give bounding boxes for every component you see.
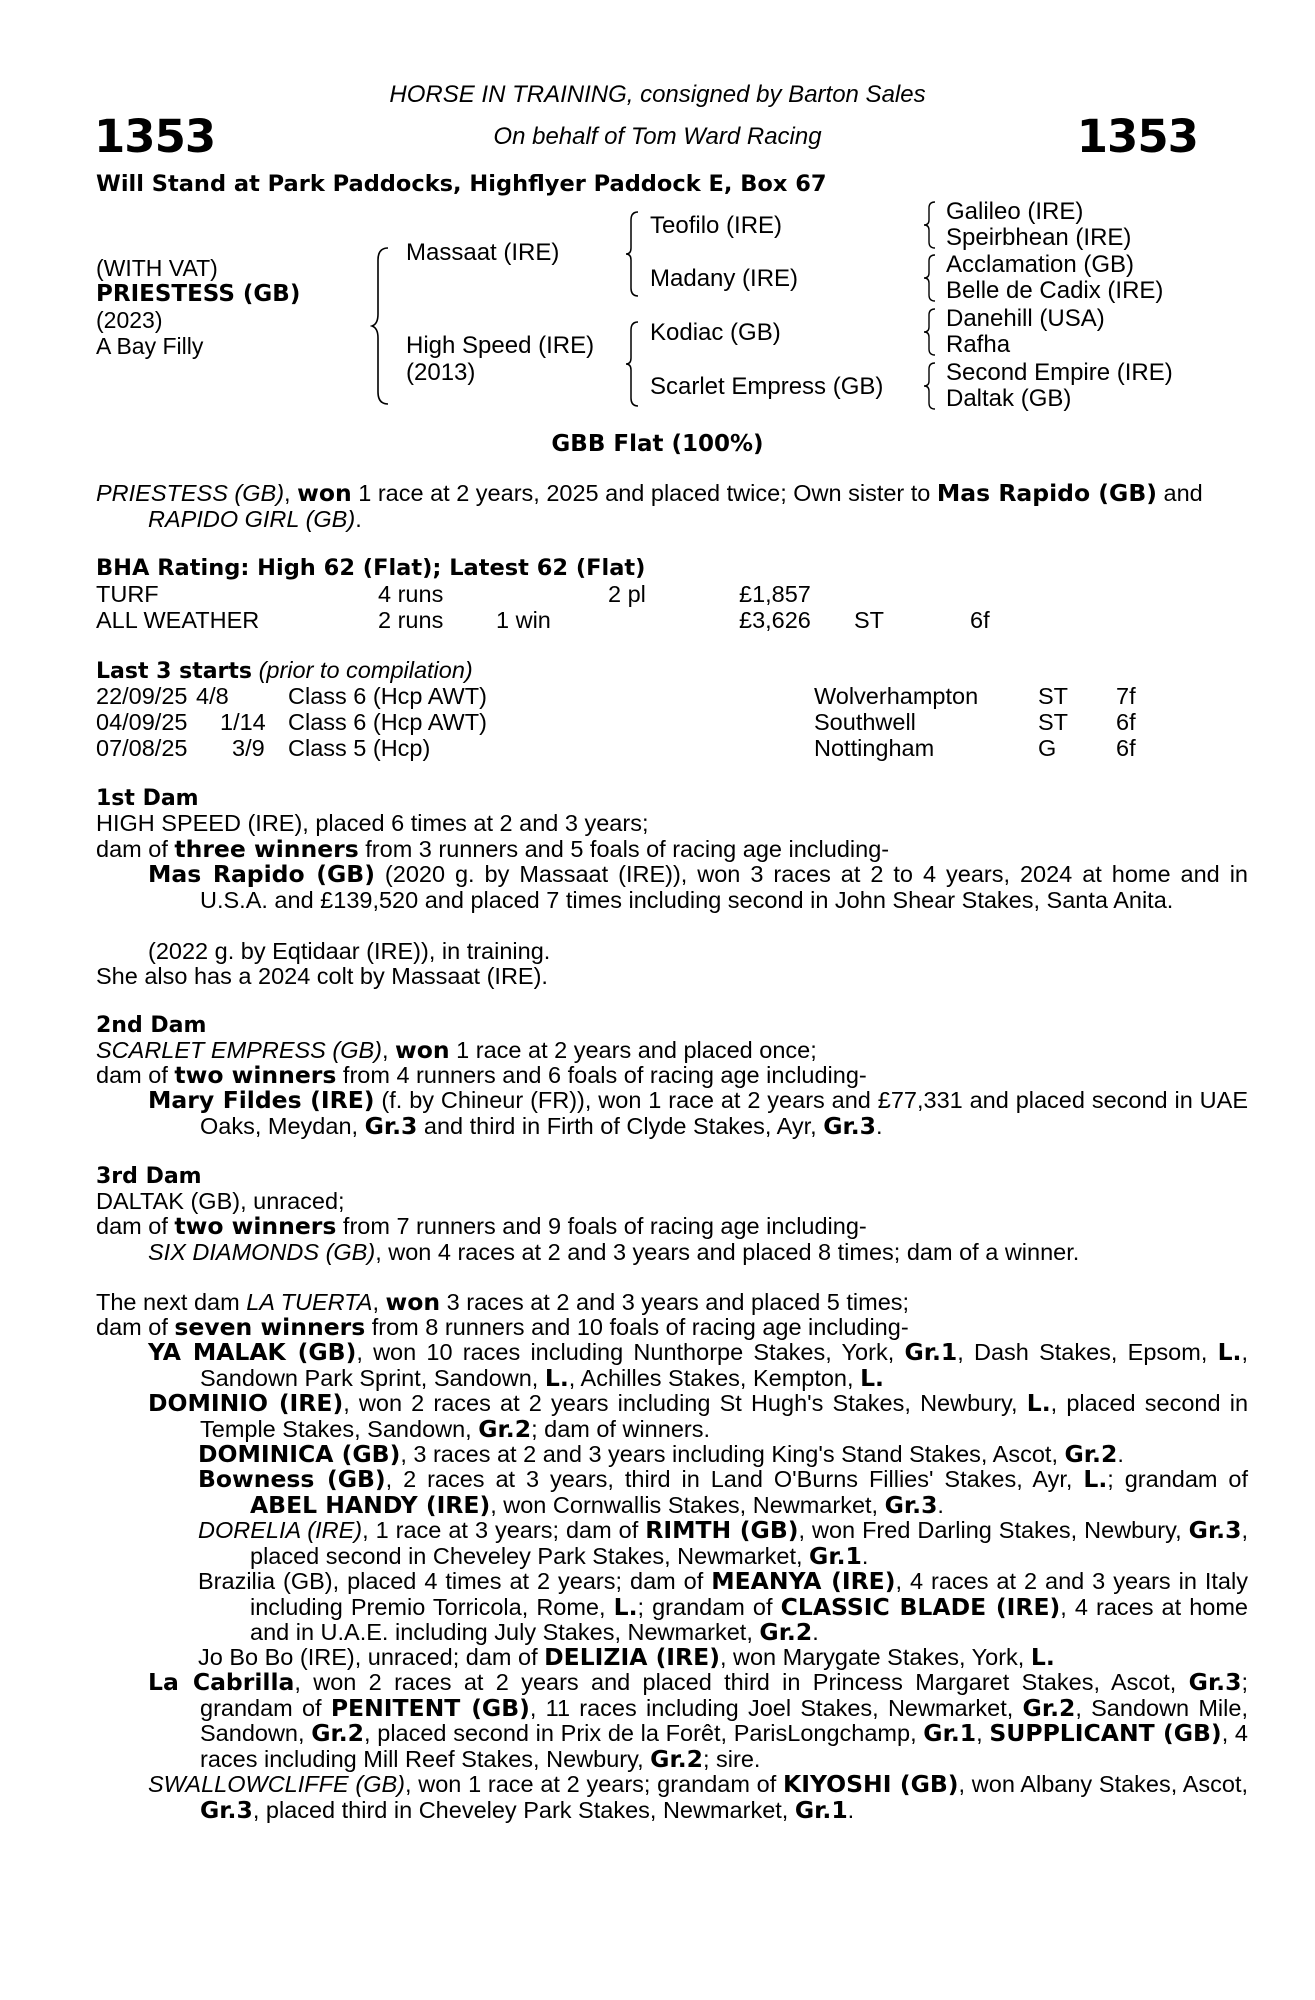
dam1-produce-1 — [148, 862, 1248, 913]
grade: L. — [1030, 1643, 1055, 1671]
rating-going: ST — [854, 607, 885, 633]
text: , placed second in Cheveley Park Stakes, Newmarket, — [250, 1517, 1248, 1569]
start-race: Class 5 (Hcp) — [288, 735, 431, 761]
start-race: Class 6 (Hcp AWT) — [288, 683, 487, 709]
text: The next dam — [96, 1289, 247, 1315]
grade: L. — [544, 1363, 569, 1392]
grade: Gr.3 — [200, 1795, 253, 1824]
produce-name: DORELIA (IRE) — [198, 1517, 363, 1543]
text: from 4 runners and 6 foals of racing age including- — [336, 1062, 867, 1088]
lot-number-right: 1353 — [1076, 110, 1198, 163]
start-going: ST — [1038, 683, 1069, 709]
text: ; sire. — [702, 1745, 761, 1772]
winners-count: two winners — [174, 1212, 337, 1240]
start-course: Nottingham — [814, 735, 935, 761]
text: , placed third in Cheveley Park Stakes, Newmarket, — [252, 1796, 795, 1823]
grade: Gr.2 — [311, 1719, 365, 1747]
pedigree-brace-main — [370, 246, 394, 406]
produce-name: La Cabrilla — [148, 1668, 295, 1696]
start-date: 07/08/25 — [96, 735, 188, 761]
grade: Gr.2 — [650, 1744, 703, 1773]
grade: Gr.1 — [923, 1719, 977, 1747]
start-distance: 7f — [1116, 683, 1136, 709]
vat-label: (WITH VAT) — [96, 255, 218, 281]
grade: L. — [860, 1363, 884, 1392]
won-label: won — [395, 1036, 450, 1064]
text: Brazilia (GB), placed 4 times at 2 years; dam of — [198, 1568, 712, 1594]
text: , won Albany Stakes, Ascot, — [958, 1771, 1249, 1797]
text: , placed second in Prix de la Forêt, ParisLongchamp, — [364, 1720, 924, 1746]
text: , 11 races including Joel Stakes, Newmarket, — [529, 1694, 1023, 1721]
start-distance: 6f — [1116, 709, 1136, 735]
produce-la-cabrilla — [148, 1670, 1248, 1772]
rating-prize: £1,857 — [739, 581, 811, 607]
pedigree-brace-sire — [624, 210, 644, 298]
pedigree-sire: Massaat (IRE) — [406, 239, 560, 266]
start-distance: 6f — [1116, 735, 1136, 761]
dam2-produce-1 — [148, 1088, 1248, 1139]
grade: Gr.3 — [884, 1490, 938, 1519]
text: , — [976, 1720, 990, 1746]
text: Jo Bo Bo (IRE), unraced; dam of — [198, 1644, 545, 1670]
start-course: Wolverhampton — [814, 683, 979, 709]
dam3-line1: DALTAK (GB), unraced; — [96, 1188, 345, 1214]
produce-dorelia — [198, 1518, 1248, 1569]
produce-name: ABEL HANDY (IRE) — [250, 1490, 491, 1519]
text: dam of — [96, 836, 175, 862]
text: , won Fred Darling Stakes, Newbury, — [798, 1517, 1189, 1543]
start-course: Southwell — [814, 709, 916, 735]
rating-surface: ALL WEATHER — [96, 607, 260, 633]
dam1-note: She also has a 2024 colt by Massaat (IRE). — [96, 963, 548, 989]
produce-text: and third in Firth of Clyde Stakes, Ayr, — [417, 1112, 824, 1139]
rating-runs: 2 runs — [378, 607, 444, 633]
text: from 3 runners and 5 foals of racing age including- — [358, 836, 890, 862]
text: , 1 race at 3 years; dam of — [362, 1517, 646, 1543]
text: . — [847, 1796, 855, 1823]
pedigree-brace-g4 — [922, 361, 940, 411]
grade: Gr.3 — [1188, 1516, 1242, 1544]
text: . — [812, 1619, 819, 1645]
produce-name: Mas Rapido (GB) — [148, 860, 375, 888]
last-starts-note: (prior to compilation) — [258, 657, 473, 683]
grade: Gr.3 — [823, 1111, 876, 1140]
dam2-line1 — [96, 1038, 1196, 1064]
intro-text: 1 race at 2 years, 2025 and placed twice; Own sister to — [351, 480, 937, 506]
text: , won 10 races including Nunthorpe Stakes, York, — [356, 1339, 905, 1365]
grade: L. — [1217, 1338, 1242, 1366]
start-race: Class 6 (Hcp AWT) — [288, 709, 487, 735]
grade: Gr.1 — [809, 1541, 862, 1570]
produce-name: RIMTH (GB) — [645, 1516, 799, 1544]
pedigree-brace-g3 — [922, 307, 940, 357]
produce-name: CLASSIC BLADE (IRE) — [780, 1592, 1061, 1621]
pedigree-gen3-6: Rafha — [946, 331, 1011, 358]
produce-name: YA MALAK (GB) — [148, 1338, 357, 1366]
dam1-produce-2: (2022 g. by Eqtidaar (IRE)), in training. — [148, 938, 551, 964]
rating-dist: 6f — [970, 607, 990, 633]
intro-won: won — [297, 479, 352, 507]
produce-name: KIYOSHI (GB) — [783, 1770, 959, 1798]
grade: L. — [1083, 1465, 1108, 1493]
rating-surface: TURF — [96, 581, 159, 607]
grade: Gr.2 — [1064, 1440, 1118, 1468]
dam3-produce-1 — [148, 1240, 1248, 1266]
horse-name: PRIESTESS (GB) — [96, 281, 301, 307]
grade: Gr.2 — [1022, 1693, 1076, 1722]
pedigree-dam: High Speed (IRE) — [406, 332, 595, 359]
grade: Gr.1 — [904, 1338, 958, 1366]
header-vendor: On behalf of Tom Ward Racing — [493, 123, 822, 150]
produce-ya-malak — [148, 1340, 1248, 1391]
text: , Sandown Mile, Sandown, — [200, 1694, 1248, 1746]
start-going: ST — [1038, 709, 1069, 735]
text: from 8 runners and 10 foals of racing age including- — [365, 1314, 909, 1340]
location-line: Will Stand at Park Paddocks, Highflyer Paddock E, Box 67 — [96, 171, 827, 197]
text: , 2 races at 3 years, third in Land O'Burns Fillies' Stakes, Ayr, — [385, 1466, 1084, 1492]
intro-horse-name: PRIESTESS (GB) — [96, 480, 285, 506]
dam1-heading: 1st Dam — [96, 786, 199, 811]
produce-text: (f. by Chineur (FR)), won 1 race at 2 years and £77,331 and placed second in UAE Oaks, Meydan, — [200, 1087, 1248, 1139]
start-position: 4/8 — [196, 683, 229, 709]
produce-text: (2020 g. by Massaat (IRE)), won 3 races at 2 to 4 years, 2024 at home and in U.S.A. and £139,520 and placed 7 times including second in John Shear Stakes, Santa Anita. — [200, 861, 1248, 913]
produce-name: DOMINICA (GB) — [198, 1440, 401, 1468]
dam3-heading: 3rd Dam — [96, 1164, 202, 1189]
grade: Gr.3 — [1188, 1668, 1242, 1696]
text: 3 races at 2 and 3 years and placed 5 times; — [440, 1289, 910, 1315]
pedigree-gen3-2: Speirbhean (IRE) — [946, 224, 1132, 251]
text: , 4 races including Mill Reef Stakes, Newbury, — [200, 1720, 1248, 1772]
produce-name: PENITENT (GB) — [330, 1693, 530, 1722]
text: , — [381, 1037, 396, 1063]
pedigree-gen3-4: Belle de Cadix (IRE) — [946, 277, 1164, 304]
pedigree-gen3-5: Danehill (USA) — [946, 305, 1105, 332]
text: ; grandam of — [200, 1669, 1248, 1721]
gbb-label: GBB Flat (100%) — [551, 431, 764, 457]
produce-swallowcliffe — [148, 1772, 1248, 1823]
produce-name: SIX DIAMONDS (GB) — [148, 1239, 376, 1265]
text: , won Cornwallis Stakes, Newmarket, — [490, 1491, 885, 1518]
pedigree-sire-dam: Madany (IRE) — [650, 265, 799, 292]
pedigree-dam-dam: Scarlet Empress (GB) — [650, 373, 884, 400]
grade: L. — [1026, 1389, 1051, 1417]
produce-name: SUPPLICANT (GB) — [989, 1719, 1222, 1747]
pedigree-gen3-3: Acclamation (GB) — [946, 251, 1135, 278]
horse-description: A Bay Filly — [96, 333, 204, 359]
text: ; dam of winners. — [531, 1415, 710, 1442]
rating-runs: 4 runs — [378, 581, 444, 607]
rating-placed: 2 pl — [608, 581, 646, 607]
last-starts-title: Last 3 starts — [96, 659, 253, 684]
produce-bowness — [198, 1467, 1248, 1518]
won-label: won — [385, 1288, 441, 1316]
produce-brazilia — [198, 1569, 1248, 1646]
text: , placed second in Temple Stakes, Sandown, — [200, 1390, 1249, 1442]
produce-name: Bowness (GB) — [198, 1465, 386, 1493]
pedigree-gen3-8: Daltak (GB) — [946, 385, 1072, 412]
nextdam-line2 — [96, 1315, 1196, 1341]
dam3-line2 — [96, 1214, 1196, 1240]
produce-name: SWALLOWCLIFFE (GB) — [148, 1771, 405, 1797]
text: , won 1 race at 2 years; grandam of — [405, 1771, 783, 1797]
text: , won Marygate Stakes, York, — [719, 1644, 1031, 1670]
intro-end: . — [355, 505, 362, 532]
text: , won 2 races at 2 years including St Hugh's Stakes, Newbury, — [343, 1390, 1027, 1416]
last-starts-heading — [96, 658, 473, 685]
text: . — [937, 1491, 944, 1518]
start-position: 1/14 — [220, 709, 266, 735]
text: . — [876, 1112, 883, 1139]
text: , 3 races at 2 and 3 years including King's Stand Stakes, Ascot, — [400, 1441, 1065, 1467]
text: , Achilles Stakes, Kempton, — [568, 1364, 861, 1391]
text: dam of — [96, 1314, 175, 1340]
dam2-line2 — [96, 1063, 1196, 1089]
start-date: 22/09/25 — [96, 683, 188, 709]
produce-name: MEANYA (IRE) — [711, 1567, 896, 1595]
dam1-line1: HIGH SPEED (IRE), placed 6 times at 2 and 3 years; — [96, 810, 649, 836]
nextdam-line1 — [96, 1290, 1196, 1316]
text: ; grandam of — [1107, 1466, 1248, 1492]
produce-jo-bo-bo — [198, 1645, 1196, 1671]
produce-name: DELIZIA (IRE) — [544, 1643, 720, 1671]
intro-sibling-1: Mas Rapido (GB) — [936, 479, 1157, 507]
horse-year: (2023) — [96, 307, 163, 333]
start-going: G — [1038, 735, 1057, 761]
grade: Gr.1 — [794, 1795, 848, 1824]
grade: Gr.3 — [364, 1111, 418, 1140]
bha-rating: BHA Rating: High 62 (Flat); Latest 62 (Flat) — [96, 555, 646, 581]
pedigree-sire-sire: Teofilo (IRE) — [650, 212, 783, 239]
pedigree-brace-g2 — [922, 253, 940, 303]
header-consignor: HORSE IN TRAINING, consigned by Barton Sales — [389, 81, 926, 108]
produce-text: , won 4 races at 2 and 3 years and placed 8 times; dam of a winner. — [375, 1239, 1080, 1265]
produce-dominica — [198, 1442, 1196, 1468]
text: , 4 races at 2 and 3 years in Italy including Premio Torricola, Rome, — [250, 1568, 1248, 1620]
text: , 4 races at home and in U.A.E. including July Stakes, Newmarket, — [250, 1593, 1248, 1645]
pedigree-brace-g1 — [922, 200, 940, 250]
lot-number-left: 1353 — [94, 110, 216, 163]
intro-paragraph: PRIESTESS (GB), won 1 race at 2 years, 2025 and placed twice; Own sister to Mas Rapido (GB) and RAPIDO GIRL (GB). — [96, 479, 1203, 532]
dam-name: SCARLET EMPRESS (GB) — [96, 1037, 382, 1063]
text: , — [372, 1289, 386, 1315]
grade: L. — [613, 1592, 638, 1621]
text: , Sandown Park Sprint, Sandown, — [200, 1339, 1248, 1391]
winners-count: seven winners — [174, 1313, 366, 1341]
text: dam of — [96, 1213, 175, 1239]
intro-sibling-2: RAPIDO GIRL (GB) — [148, 505, 356, 532]
produce-dominio — [148, 1391, 1248, 1442]
rating-prize: £3,626 — [739, 607, 811, 633]
dam1-line2 — [96, 837, 1196, 863]
text: , Dash Stakes, Epsom, — [957, 1339, 1218, 1365]
text: ; grandam of — [637, 1593, 781, 1620]
text: from 7 runners and 9 foals of racing age including- — [336, 1213, 867, 1239]
text: . — [861, 1542, 869, 1569]
winners-count: two winners — [174, 1061, 337, 1089]
pedigree-dam-year: (2013) — [406, 359, 476, 386]
intro-and: and — [1156, 480, 1203, 506]
dam-name: LA TUERTA — [246, 1289, 373, 1315]
pedigree-dam-sire: Kodiac (GB) — [650, 319, 781, 346]
text: , won 2 races at 2 years and placed third in Princess Margaret Stakes, Ascot, — [294, 1669, 1189, 1695]
pedigree-gen3-7: Second Empire (IRE) — [946, 359, 1173, 386]
pedigree-gen3-1: Galileo (IRE) — [946, 198, 1084, 225]
start-date: 04/09/25 — [96, 709, 188, 735]
grade: Gr.2 — [478, 1414, 532, 1443]
pedigree-brace-dam — [624, 320, 644, 408]
dam2-heading: 2nd Dam — [96, 1013, 207, 1038]
winners-count: three winners — [174, 835, 359, 863]
text: . — [1117, 1441, 1124, 1467]
grade: Gr.2 — [759, 1618, 813, 1646]
text: 1 race at 2 years and placed once; — [449, 1037, 817, 1063]
start-position: 3/9 — [232, 735, 265, 761]
produce-name: DOMINIO (IRE) — [148, 1389, 344, 1417]
produce-name: Mary Fildes (IRE) — [148, 1086, 375, 1114]
text: dam of — [96, 1062, 175, 1088]
rating-wins: 1 win — [496, 607, 551, 633]
